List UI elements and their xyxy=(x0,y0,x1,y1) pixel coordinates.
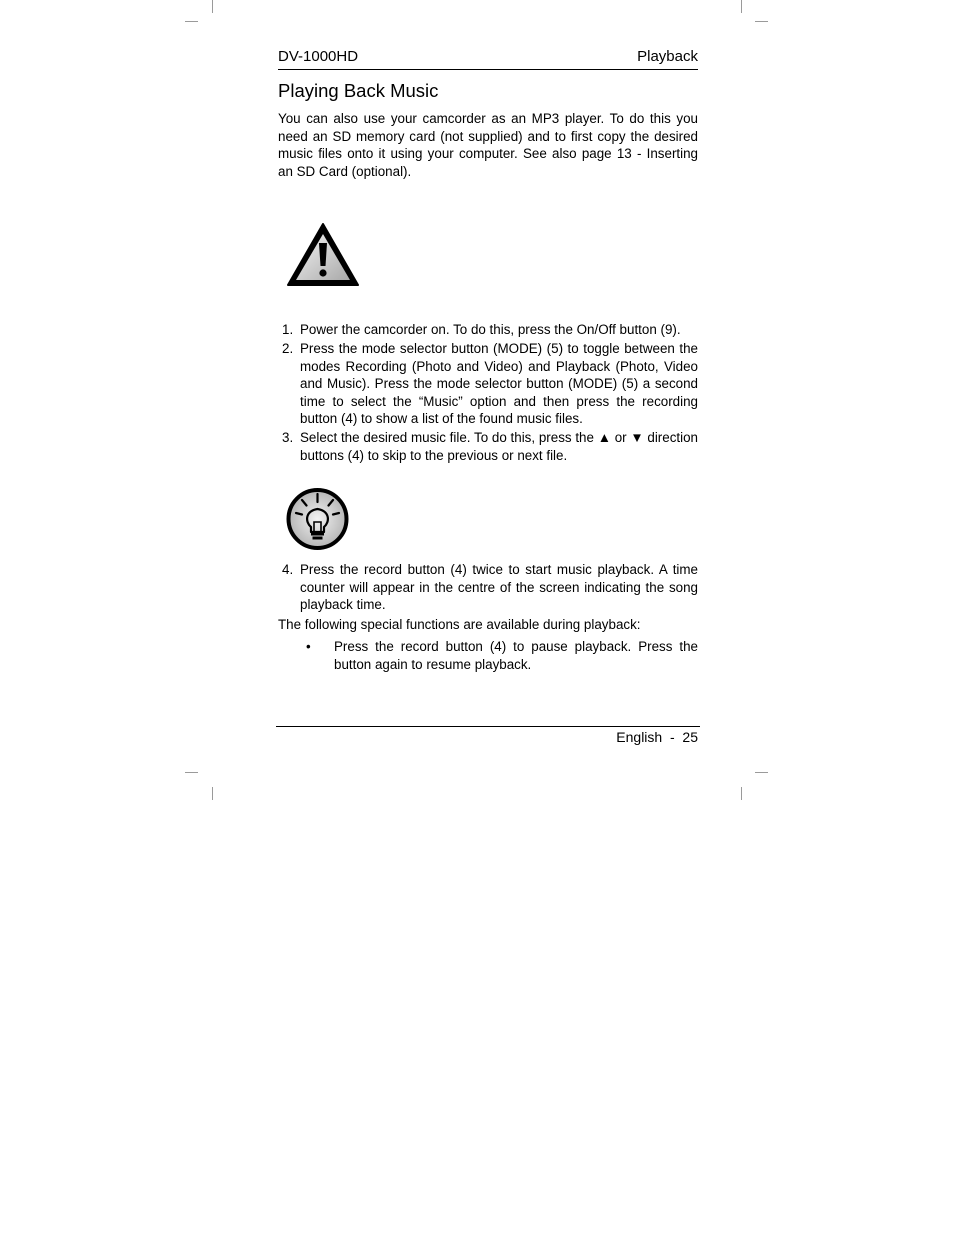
header-section: Playback xyxy=(637,48,698,65)
steps-list-1-3 xyxy=(278,321,698,466)
crop-mark xyxy=(741,0,742,13)
header-model: DV-1000HD xyxy=(278,48,359,65)
step-number: 4. xyxy=(282,562,294,577)
list-item xyxy=(278,561,698,614)
step-text: Press the record button (4) twice to start music playback. A time counter will appear in the centre of the screen indicating the song playback time. xyxy=(300,562,698,612)
step-number: 3. xyxy=(282,430,294,445)
step-text: Press the mode selector button (MODE) (5) to toggle between the modes Recording (Photo and Video) and Playback (Photo, Video and Music). Press the mode selector button (MODE) (5) a second time to select the “Music” option and then press the recording button (4) to show a list of the found music files. xyxy=(300,341,698,426)
crop-mark xyxy=(212,0,213,13)
page-footer: English - 25 xyxy=(616,729,698,745)
crop-mark xyxy=(741,787,742,800)
crop-mark xyxy=(185,772,198,773)
intro-paragraph: You can also use your camcorder as an MP3 player. To do this you need an SD memory card (not supplied) and to first copy the desired music files onto it using your computer. See also page 13 - Inserting an SD Card (optional). xyxy=(278,111,698,179)
step-text: Power the camcorder on. To do this, press the On/Off button (9). xyxy=(300,322,681,337)
manual-page xyxy=(278,48,698,672)
list-item xyxy=(278,429,698,464)
list-item xyxy=(278,321,698,339)
step-number: 1. xyxy=(282,322,294,337)
step-number: 2. xyxy=(282,341,294,356)
crop-mark xyxy=(185,21,198,22)
crop-mark xyxy=(755,21,768,22)
bullet-mark: • xyxy=(306,639,311,654)
bullet-list xyxy=(278,638,698,673)
lightbulb-icon xyxy=(285,487,350,550)
list-item xyxy=(278,638,698,673)
crop-mark xyxy=(755,772,768,773)
section-title: Playing Back Music xyxy=(278,80,439,101)
footer-rule xyxy=(276,726,700,727)
special-functions-intro: The following special functions are available during playback: xyxy=(278,617,641,632)
warning-triangle-icon xyxy=(286,222,360,288)
list-item xyxy=(278,340,698,428)
steps-list-4 xyxy=(278,561,698,615)
bullet-text: Press the record button (4) to pause playback. Press the button again to resume playback. xyxy=(334,639,698,672)
step-text: Select the desired music file. To do this, press the ▲ or ▼ direction buttons (4) to skip to the previous or next file. xyxy=(300,430,698,463)
crop-mark xyxy=(212,787,213,800)
page-header xyxy=(278,48,698,70)
